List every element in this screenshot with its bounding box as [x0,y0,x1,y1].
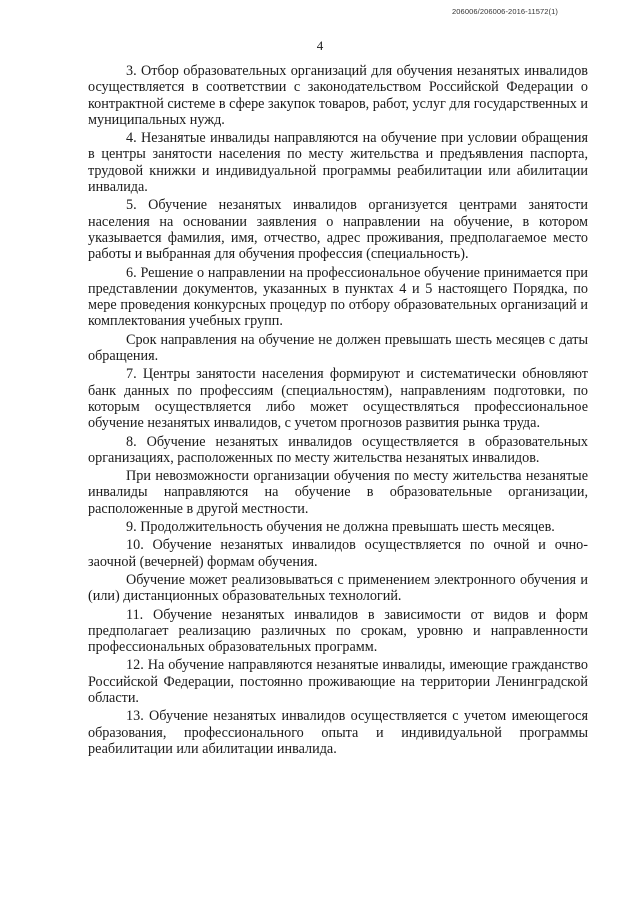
paragraph-4: 4. Незанятые инвалиды направляются на обучение при условии обращения в центры занятости населения по месту жительства и предъявления паспорта, трудовой книжки и индивидуальной программы реабилитации или абилитации инвалида. [88,130,588,196]
paragraph-10: 10. Обучение незанятых инвалидов осуществляется по очной и очно-заочной (вечерней) формам обучения. [88,537,588,570]
paragraph-13: 13. Обучение незанятых инвалидов осуществляется с учетом имеющегося образования, профессионального опыта и индивидуальной программы реабилитации или абилитации инвалида. [88,708,588,757]
paragraph-3: 3. Отбор образовательных организаций для обучения незанятых инвалидов осуществляется в соответствии с законодательством Российской Федерации о контрактной системе в сфере закупок товаров, работ, услуг для государственных и муниципальных нужд. [88,63,588,128]
paragraph-8-other-location: При невозможности организации обучения по месту жительства незанятые инвалиды направляются на обучение в образовательные организации, расположенные в другой местности. [88,468,588,517]
page-number: 4 [316,38,324,53]
paragraph-7: 7. Центры занятости населения формируют и систематически обновляют банк данных по профессиям (специальностям), направлениям подготовки, по которым осуществляется либо может осуществляться профессиональное обучение незанятых инвалидов, с учетом прогнозов развития рынка труда. [88,366,588,432]
paragraph-10-distance-learning: Обучение может реализовываться с применением электронного обучения и (или) дистанционных образовательных технологий. [88,571,588,605]
paragraph-11: 11. Обучение незанятых инвалидов в зависимости от видов и форм предполагает реализацию различных по срокам, уровню и направленности профессиональных образовательных программ. [88,606,588,656]
paragraph-8: 8. Обучение незанятых инвалидов осуществляется в образовательных организациях, расположенных по месту жительства незанятых инвалидов. [88,433,588,466]
paragraph-6-term: Срок направления на обучение не должен превышать шесть месяцев с даты обращения. [88,331,588,365]
paragraph-6: 6. Решение о направлении на профессиональное обучение принимается при представлении документов, указанных в пунктах 4 и 5 настоящего Порядка, по мере проведения конкурсных процедур по отбору образовательных организаций и комплектования учебных групп. [88,264,588,330]
document-body [88,63,588,759]
paragraph-9: 9. Продолжительность обучения не должна превышать шесть месяцев. [126,519,555,536]
document-id: 206006/206006-2016-11572(1) [452,7,558,16]
paragraph-12: 12. На обучение направляются незанятые инвалиды, имеющие гражданство Российской Федерации, постоянно проживающие на территории Ленинградской области. [88,657,588,706]
paragraph-5: 5. Обучение незанятых инвалидов организуется центрами занятости населения на основании заявления о направлении на обучение, в котором указывается фамилия, имя, отчество, адрес проживания, предполагаемое место работы и выбранная для обучения профессия (специальность). [88,197,588,263]
